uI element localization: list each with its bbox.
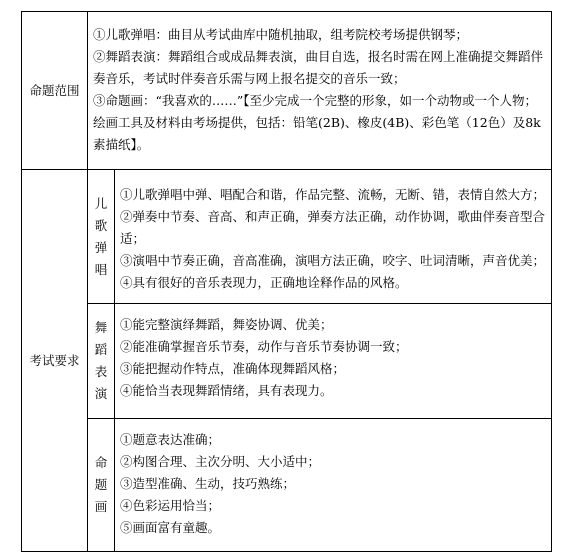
exam-requirements-header: 考试要求 — [22, 170, 88, 552]
dance-item-4: ④能恰当表现舞蹈情绪，具有表现力。 — [120, 383, 333, 398]
drawing-item-2: ②构图合理、主次分明、大小适中； — [120, 454, 321, 469]
section-row-dance — [22, 304, 552, 419]
section-row-drawing — [22, 419, 552, 552]
song-item-2: ②弹奏中节奏、音高、和声正确，弹奏方法正确，动作协调，歌曲伴奏音型合适； — [120, 209, 546, 246]
song-item-3: ③演唱中节奏正确，音高准确，演唱方法正确，咬字、吐词清晰，声音优美； — [120, 253, 546, 268]
dance-item-1: ①能完整演绎舞蹈，舞姿协调、优美； — [120, 317, 333, 332]
drawing-item-4: ④色彩运用恰当； — [120, 498, 221, 513]
section-content-drawing — [115, 419, 552, 552]
topic-line-2: ②舞蹈表演：舞蹈组合或成品舞表演，曲目自选，报名时需在网上准确提交舞蹈伴奏音乐，考试时伴奏音乐需与网上报名提交的音乐一致； — [93, 49, 544, 86]
song-item-1: ①儿歌弹唱中弹、唱配合和谐，作品完整、流畅，无断、错，表情自然大方； — [120, 187, 546, 202]
song-item-4: ④具有很好的音乐表现力，正确地诠释作品的风格。 — [120, 275, 408, 290]
topic-line-3: ③命题画：“我喜欢的……”【至少完成一个完整的形象，如一个动物或一个人物；绘画工具及材料由考场提供，包括：铅笔(2B)、橡皮(4B)、彩色笔（12色）及8k素描纸】。 — [93, 93, 541, 152]
requirements-table — [21, 11, 552, 552]
drawing-item-3: ③造型准确、生动，技巧熟练； — [120, 476, 296, 491]
topic-range-content — [88, 12, 552, 170]
section-content-dance — [115, 304, 552, 419]
section-title-dance: 舞 蹈 表 演 — [88, 304, 115, 419]
topic-range-row — [22, 12, 552, 170]
section-title-drawing: 命 题 画 — [88, 419, 115, 552]
topic-line-1: ①儿歌弹唱：曲目从考试曲库中随机抽取，组考院校考场提供钢琴； — [93, 27, 469, 42]
section-row-song — [22, 170, 552, 304]
topic-range-header: 命题范围 — [22, 12, 88, 170]
section-title-song: 儿 歌 弹 唱 — [88, 170, 115, 304]
dance-item-2: ②能准确掌握音乐节奏，动作与音乐节奏协调一致； — [120, 339, 408, 354]
drawing-item-5: ⑤画面富有童趣。 — [120, 520, 221, 535]
section-content-song — [115, 170, 552, 304]
drawing-item-1: ①题意表达准确； — [120, 432, 221, 447]
dance-item-3: ③能把握动作特点，准确体现舞蹈风格； — [120, 361, 346, 376]
